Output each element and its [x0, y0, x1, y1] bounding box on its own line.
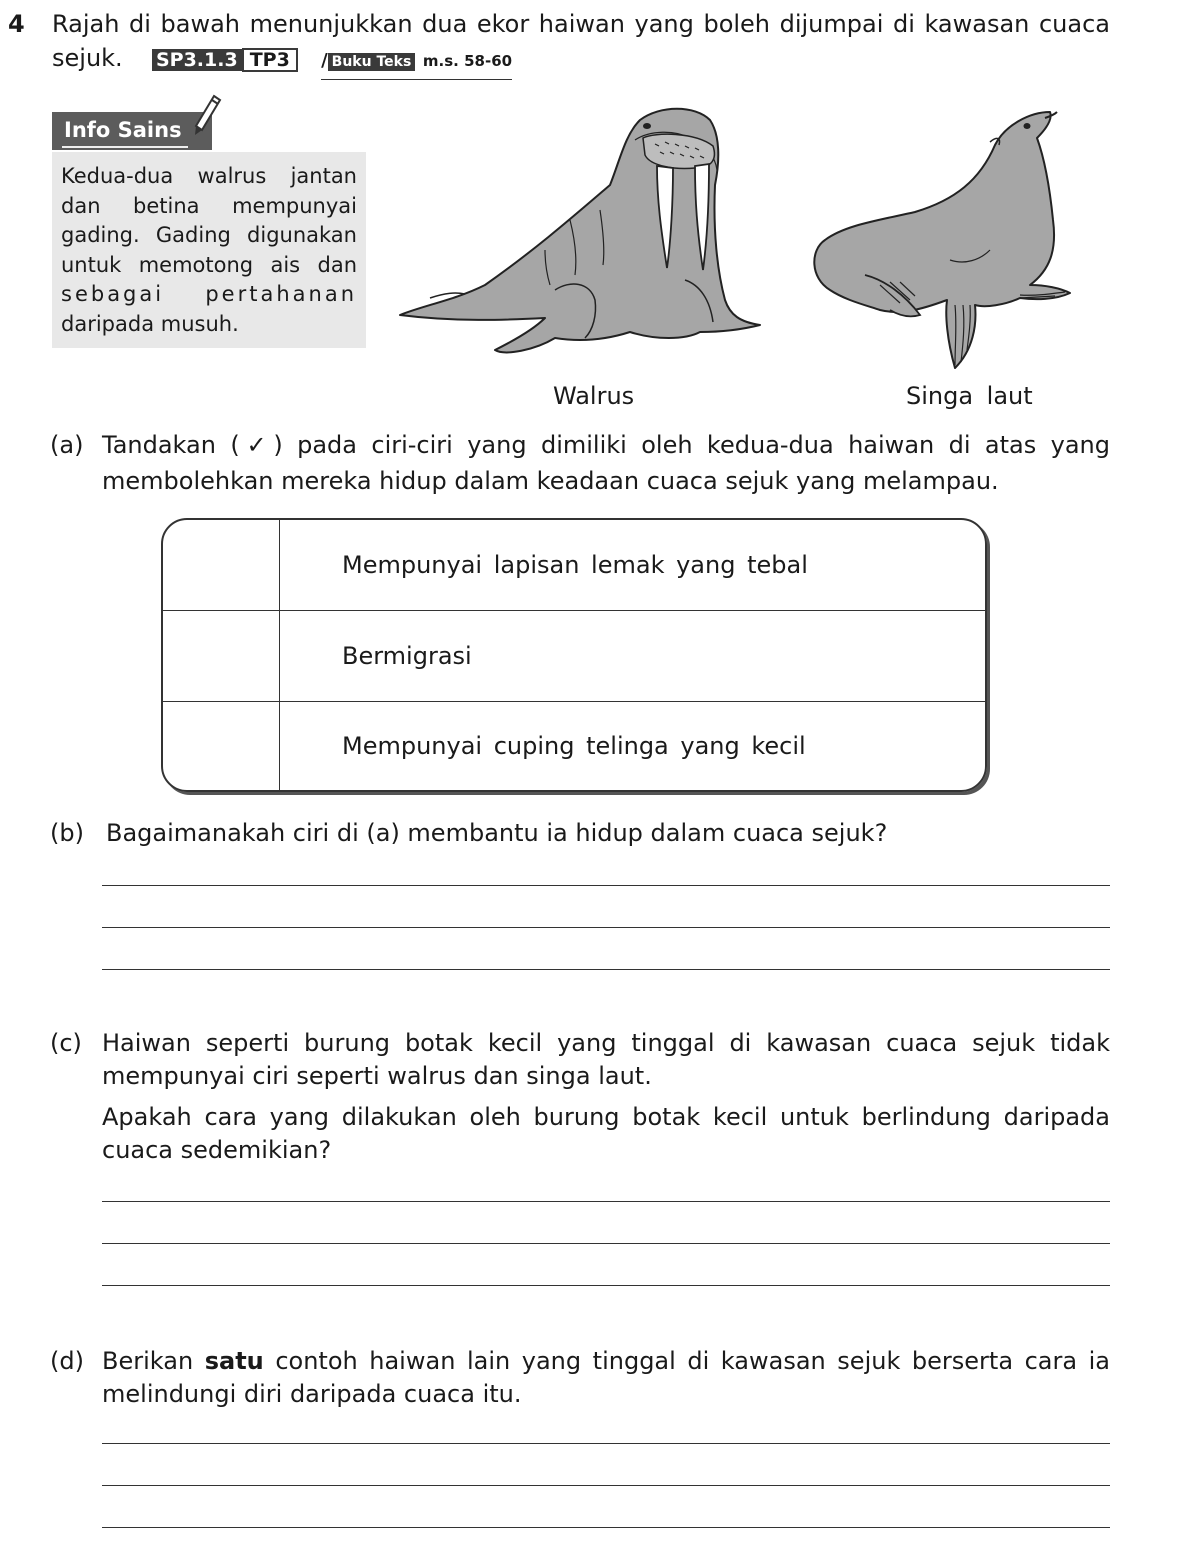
part-c-line1: Haiwan seperti burung botak kecil yang tinggal di kawasan cuaca sejuk tidak: [102, 1029, 1110, 1057]
part-d-line1-pre: Berikan: [102, 1347, 205, 1375]
checkbox-cell-1[interactable]: [163, 520, 280, 611]
sealion-illustration: [805, 100, 1080, 375]
question-stem-line2: sejuk.: [52, 44, 123, 72]
part-a-label: (a): [50, 431, 84, 459]
textbook-pages: m.s. 58-60: [422, 52, 513, 70]
answer-line-c3[interactable]: [102, 1285, 1110, 1286]
info-line-5: sebagai pertahanan: [61, 282, 357, 306]
info-sains-box: [52, 152, 366, 348]
sealion-caption: Singa laut: [906, 382, 1033, 410]
part-c-label: (c): [50, 1029, 82, 1057]
option-label-1: Mempunyai lapisan lemak yang tebal: [280, 520, 985, 611]
walrus-illustration: [395, 100, 770, 365]
answer-line-c2[interactable]: [102, 1243, 1110, 1244]
info-line-1: Kedua-dua walrus jantan: [61, 164, 357, 188]
part-c-line4: cuaca sedemikian?: [102, 1136, 332, 1164]
info-line-2: dan betina mempunyai: [61, 193, 357, 218]
tag-sp-badge: SP3.1.3: [152, 49, 242, 71]
option-label-2: Bermigrasi: [280, 611, 985, 702]
answer-line-d1[interactable]: [102, 1443, 1110, 1444]
textbook-badge: Buku Teks: [328, 53, 416, 71]
table-row: [163, 520, 985, 611]
info-line-3: gading. Gading digunakan: [61, 223, 357, 247]
part-d-label: (d): [50, 1347, 84, 1375]
answer-line-b1[interactable]: [102, 885, 1110, 886]
characteristics-table: [161, 518, 987, 792]
info-sains-tab: [52, 112, 212, 150]
part-d-line1-post: contoh haiwan lain yang tinggal di kawasan sejuk berserta cara ia: [263, 1347, 1110, 1375]
answer-line-b3[interactable]: [102, 969, 1110, 970]
table-row: [163, 702, 985, 790]
part-a-line1: Tandakan (✓) pada ciri-ciri yang dimiliki oleh kedua-dua haiwan di atas yang: [102, 431, 1110, 459]
part-b-text: Bagaimanakah ciri di (a) membantu ia hidup dalam cuaca sejuk?: [106, 819, 888, 847]
part-a-line2: membolehkan mereka hidup dalam keadaan cuaca sejuk yang melampau.: [102, 467, 999, 495]
textbook-ref: [321, 42, 512, 80]
answer-line-c1[interactable]: [102, 1201, 1110, 1202]
part-b-label: (b): [50, 819, 84, 847]
table-row: [163, 611, 985, 702]
info-sains-title: Info Sains: [64, 118, 182, 142]
checkbox-cell-3[interactable]: [163, 702, 280, 790]
part-d-line1: [102, 1345, 1110, 1378]
question-stem-line2-row: [52, 42, 512, 80]
part-d-line2: melindungi diri daripada cuaca itu.: [102, 1380, 522, 1408]
pencil-icon: [190, 92, 226, 138]
option-label-3: Mempunyai cuping telinga yang kecil: [342, 732, 806, 761]
info-tab-underline: [62, 146, 188, 148]
question-stem-line1: Rajah di bawah menunjukkan dua ekor haiwan yang boleh dijumpai di kawasan cuaca: [52, 10, 1110, 38]
part-c-line3: Apakah cara yang dilakukan oleh burung botak kecil untuk berlindung daripada: [102, 1103, 1110, 1131]
info-line-4: untuk memotong ais dan: [61, 252, 357, 277]
walrus-caption: Walrus: [553, 382, 635, 410]
question-number: 4: [8, 10, 25, 38]
info-line-6: daripada musuh.: [61, 311, 239, 336]
part-d-line1-bold: satu: [204, 1347, 264, 1375]
answer-line-b2[interactable]: [102, 927, 1110, 928]
tag-tp-badge: TP3: [242, 48, 298, 72]
slash-icon: /: [321, 50, 328, 71]
answer-line-d3[interactable]: [102, 1527, 1110, 1528]
answer-line-d2[interactable]: [102, 1485, 1110, 1486]
checkbox-cell-2[interactable]: [163, 611, 280, 702]
part-c-line2: mempunyai ciri seperti walrus dan singa laut.: [102, 1062, 652, 1090]
